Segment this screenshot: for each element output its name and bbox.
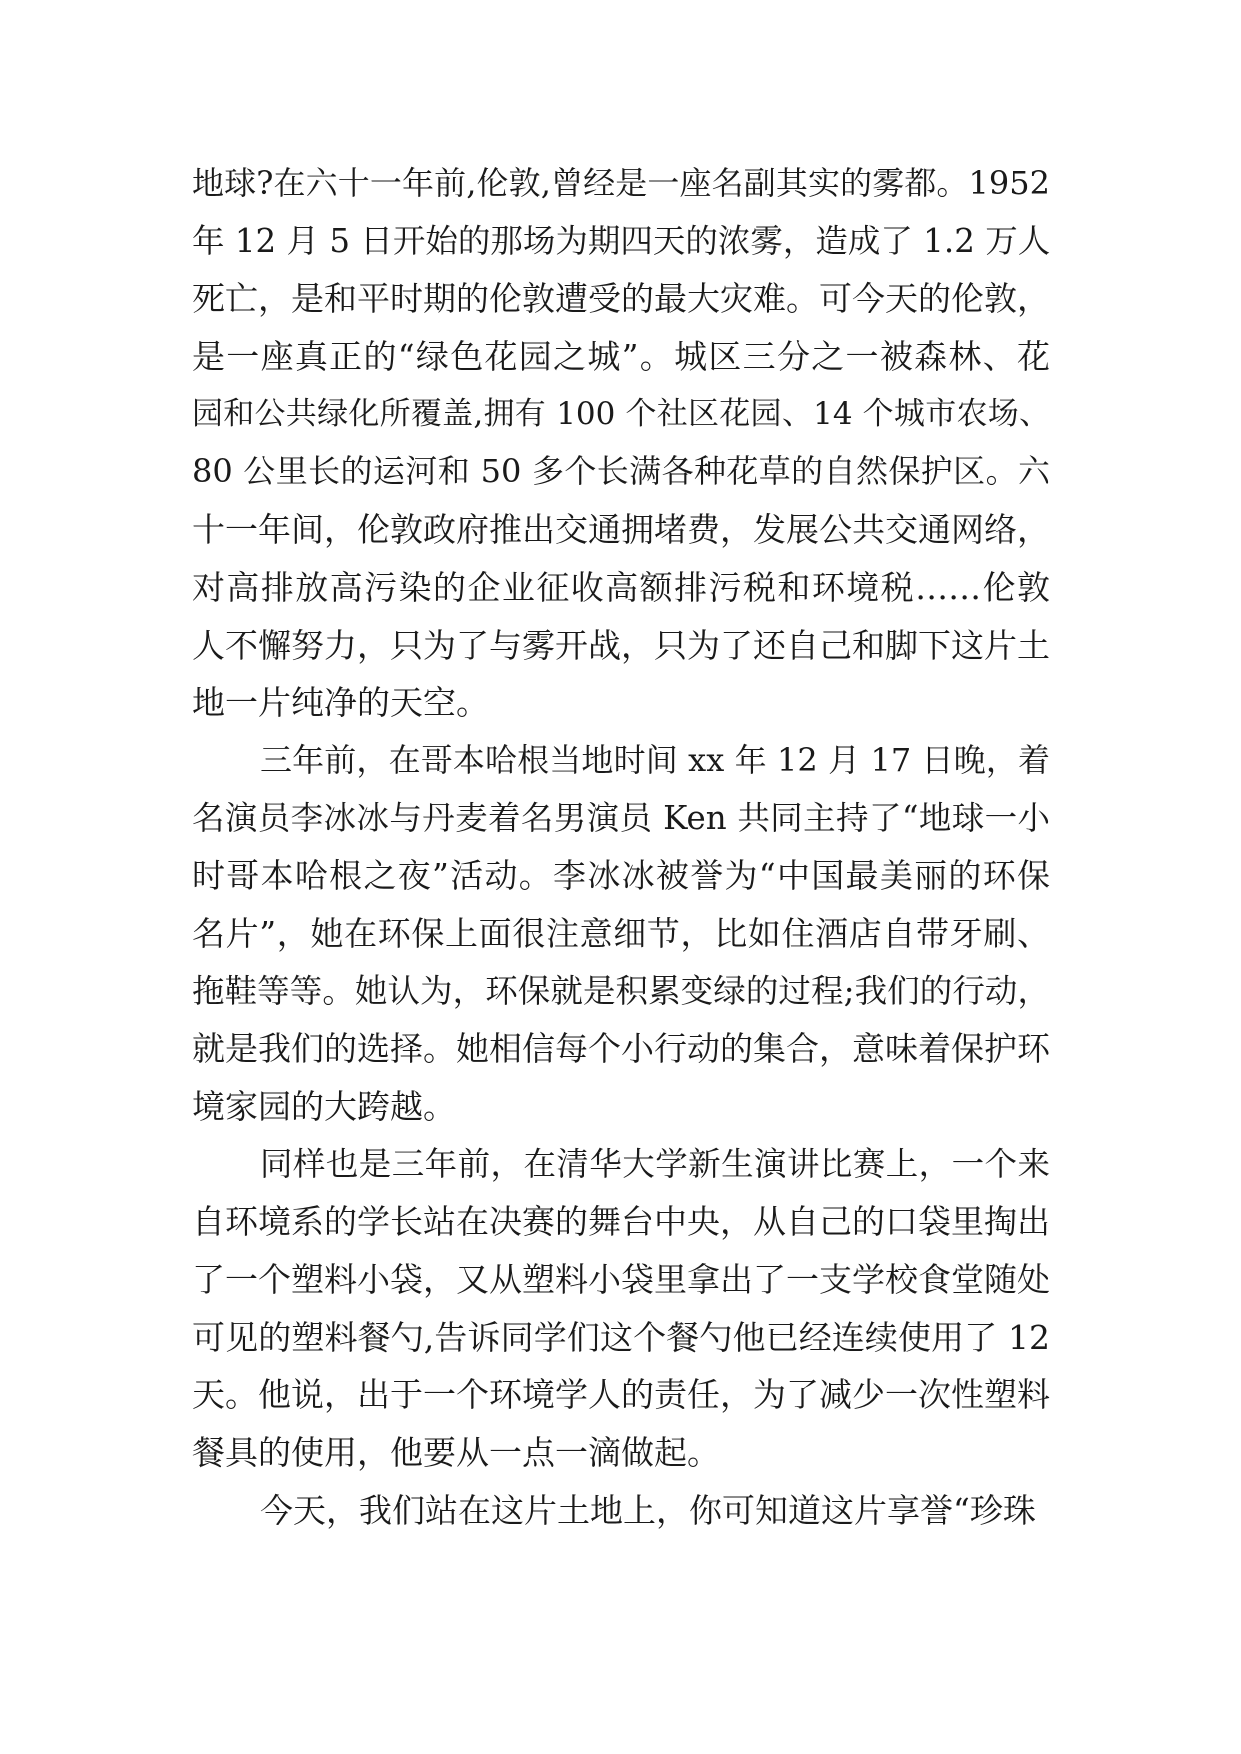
text-line: 是一座真正的“绿色花园之城”。城区三分之一被森林、花 bbox=[192, 337, 1050, 377]
text-line: 80 公里长的运河和 50 多个长满各种花草的自然保护区。六 bbox=[192, 452, 1050, 491]
text-line: 年 12 月 5 日开始的那场为期四天的浓雾，造成了 1.2 万人 bbox=[192, 221, 1051, 260]
text-line: 自环境系的学长站在决赛的舞台中央，从自己的口袋里掏出 bbox=[192, 1202, 1050, 1242]
paragraph-copenhagen bbox=[192, 732, 1050, 1136]
paragraph-today bbox=[192, 1482, 1050, 1540]
text-line: 十一年间，伦敦政府推出交通拥堵费，发展公共交通网络， bbox=[192, 510, 1050, 550]
text-line: 人不懈努力，只为了与雾开战，只为了还自己和脚下这片土 bbox=[192, 625, 1050, 665]
text-line: 地球?在六十一年前,伦敦,曾经是一座名副其实的雾都。1952 bbox=[192, 164, 1050, 202]
text-line: 拖鞋等等。她认为，环保就是积累变绿的过程;我们的行动， bbox=[192, 971, 1050, 1010]
text-line: 名演员李冰冰与丹麦着名男演员 Ken 共同主持了“地球一小 bbox=[192, 798, 1050, 837]
text-line: 今天，我们站在这片土地上，你可知道这片享誉“珍珠 bbox=[260, 1490, 1036, 1530]
text-line: 地一片纯净的天空。 bbox=[192, 683, 489, 723]
text-line: 可见的塑料餐勺,告诉同学们这个餐勺他已经连续使用了 12 bbox=[192, 1317, 1050, 1357]
document-body bbox=[192, 155, 1050, 1540]
paragraph-london bbox=[192, 155, 1050, 732]
text-line: 死亡，是和平时期的伦敦遭受的最大灾难。可今天的伦敦， bbox=[192, 279, 1050, 319]
text-line: 境家园的大跨越。 bbox=[192, 1087, 456, 1126]
text-line: 就是我们的选择。她相信每个小行动的集合，意味着保护环 bbox=[192, 1029, 1050, 1069]
text-line: 同样也是三年前，在清华大学新生演讲比赛上，一个来 bbox=[260, 1144, 1050, 1183]
text-line: 天。他说，出于一个环境学人的责任，为了减少一次性塑料 bbox=[192, 1375, 1050, 1415]
text-line: 时哥本哈根之夜”活动。李冰冰被誉为“中国最美丽的环保 bbox=[192, 856, 1050, 896]
text-line: 名片”，她在环保上面很注意细节，比如住酒店自带牙刷、 bbox=[192, 913, 1050, 953]
text-line: 园和公共绿化所覆盖,拥有 100 个社区花园、14 个城市农场、 bbox=[192, 395, 1050, 432]
paragraph-tsinghua bbox=[192, 1136, 1050, 1482]
text-line: 餐具的使用，他要从一点一滴做起。 bbox=[192, 1433, 720, 1473]
text-line: 对高排放高污染的企业征收高额排污税和环境税……伦敦 bbox=[192, 567, 1050, 607]
text-line: 了一个塑料小袋，又从塑料小袋里拿出了一支学校食堂随处 bbox=[192, 1260, 1050, 1300]
text-line: 三年前，在哥本哈根当地时间 xx 年 12 月 17 日晚，着 bbox=[260, 740, 1050, 779]
